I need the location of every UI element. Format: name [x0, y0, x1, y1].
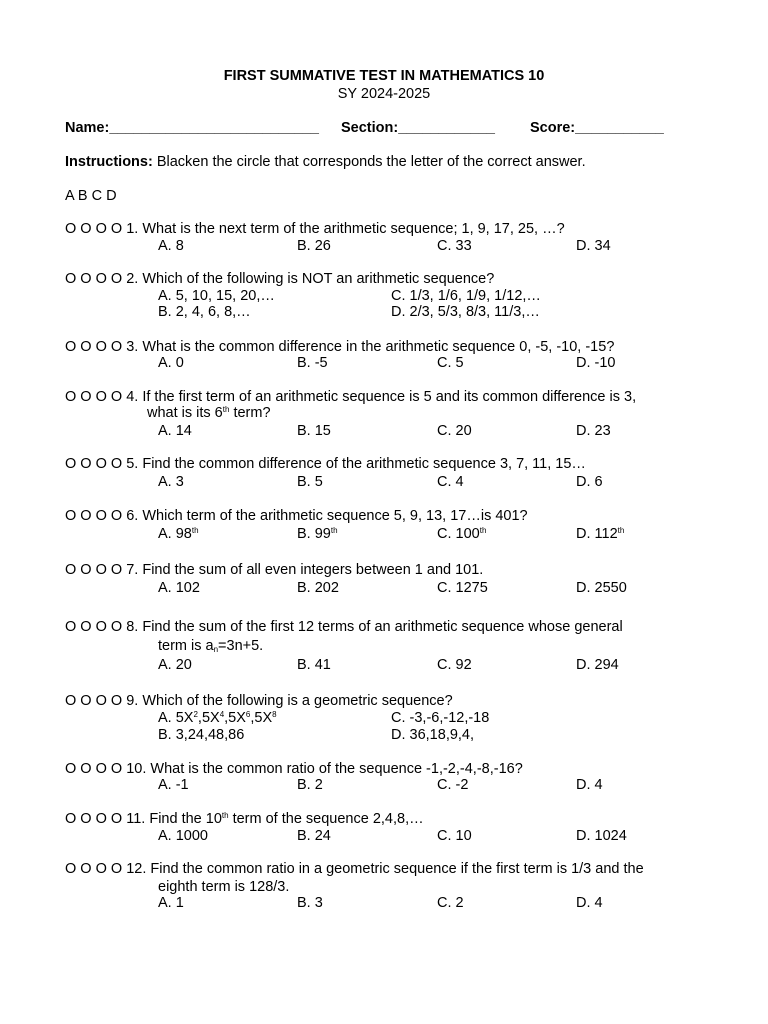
q9-choice-d: D. 36,18,9,4, — [391, 727, 475, 743]
q7-choice-a: A. 102 — [158, 580, 200, 596]
q10-choice-a: A. -1 — [158, 777, 189, 793]
q9-choice-b: B. 3,24,48,86 — [158, 727, 245, 743]
q2-choice-d: D. 2/3, 5/3, 8/3, 11/3,… — [391, 304, 540, 320]
question-7: O O O O 7. Find the sum of all even integers between 1 and 101. — [65, 562, 484, 578]
q7-choice-b: B. 202 — [297, 580, 339, 596]
q6-choice-b: B. 99th — [297, 526, 338, 542]
q9-choice-a: A. $5X^2,5X^4,5X^6,5X^8$ — [158, 710, 277, 726]
q3-choice-c: C. 5 — [437, 355, 464, 371]
q9-choice-c: C. -3,-6,-12,-18 — [391, 710, 490, 726]
question-4-cont: what is its 6th term? — [147, 405, 271, 421]
question-12-cont: eighth term is 128/3. — [158, 879, 290, 895]
school-year: SY 2024-2025 — [337, 86, 431, 102]
question-3: O O O O 3. What is the common difference in the arithmetic sequence 0, -5, -10, -15? — [65, 339, 615, 355]
score-field: Score:___________ — [530, 120, 664, 136]
section-field: Section:____________ — [341, 120, 495, 136]
q2-choice-c: C. 1/3, 1/6, 1/9, 1/12,… — [391, 288, 541, 304]
q8-choice-d: D. 294 — [576, 657, 619, 673]
q1-choice-b: B. 26 — [297, 238, 331, 254]
q6-choice-a: A. 98th — [158, 526, 199, 542]
q11-choice-b: B. 24 — [297, 828, 331, 844]
q3-choice-d: D. -10 — [576, 355, 616, 371]
q2-choice-b: B. 2, 4, 6, 8,… — [158, 304, 251, 320]
q10-choice-d: D. 4 — [576, 777, 603, 793]
q4-choice-a: A. 14 — [158, 423, 192, 439]
question-8: O O O O 8. Find the sum of the first 12 terms of an arithmetic sequence whose general — [65, 619, 623, 635]
instructions-text: Blacken the circle that corresponds the letter of the correct answer. — [152, 154, 586, 170]
q12-choice-d: D. 4 — [576, 895, 603, 911]
name-field: Name:__________________________ — [65, 120, 319, 136]
q12-choice-a: A. 1 — [158, 895, 184, 911]
question-4: O O O O 4. If the first term of an arithmetic sequence is 5 and its common difference is 3, — [65, 389, 637, 405]
question-8-cont: term is $a_n=3n+5$. — [158, 638, 264, 654]
q5-choice-c: C. 4 — [437, 474, 464, 490]
q6-choice-c: C. 100th — [437, 526, 487, 542]
q11-choice-c: C. 10 — [437, 828, 472, 844]
q11-choice-d: D. 1024 — [576, 828, 627, 844]
question-6: O O O O 6. Which term of the arithmetic sequence 5, 9, 13, 17…is 401? — [65, 508, 528, 524]
q2-choice-a: A. 5, 10, 15, 20,… — [158, 288, 275, 304]
q7-choice-d: D. 2550 — [576, 580, 627, 596]
q5-choice-b: B. 5 — [297, 474, 323, 490]
q1-choice-c: C. 33 — [437, 238, 472, 254]
q12-choice-c: C. 2 — [437, 895, 464, 911]
q8-choice-b: B. 41 — [297, 657, 331, 673]
answer-key-header: A B C D — [65, 188, 117, 204]
q5-choice-a: A. 3 — [158, 474, 184, 490]
q8-choice-c: C. 92 — [437, 657, 472, 673]
q3-choice-b: B. -5 — [297, 355, 328, 371]
q7-choice-c: C. 1275 — [437, 580, 488, 596]
question-12: O O O O 12. Find the common ratio in a geometric sequence if the first term is 1/3 and the — [65, 861, 644, 877]
question-2: O O O O 2. Which of the following is NOT an arithmetic sequence? — [65, 271, 495, 287]
question-5: O O O O 5. Find the common difference of the arithmetic sequence 3, 7, 11, 15… — [65, 456, 586, 472]
instructions — [65, 154, 586, 171]
question-11: O O O O 11. Find the 10th term of the sequence 2,4,8,… — [65, 811, 424, 827]
q4-choice-c: C. 20 — [437, 423, 472, 439]
q4-choice-d: D. 23 — [576, 423, 611, 439]
test-title: FIRST SUMMATIVE TEST IN MATHEMATICS 10 — [223, 68, 545, 84]
q5-choice-d: D. 6 — [576, 474, 603, 490]
q4-choice-b: B. 15 — [297, 423, 331, 439]
q10-choice-b: B. 2 — [297, 777, 323, 793]
q1-choice-d: D. 34 — [576, 238, 611, 254]
q3-choice-a: A. 0 — [158, 355, 184, 371]
q11-choice-a: A. 1000 — [158, 828, 208, 844]
question-1: O O O O 1. What is the next term of the arithmetic sequence; 1, 9, 17, 25, …? — [65, 221, 565, 237]
q6-choice-d: D. 112th — [576, 526, 625, 542]
question-9: O O O O 9. Which of the following is a geometric sequence? — [65, 693, 453, 709]
q12-choice-b: B. 3 — [297, 895, 323, 911]
q8-choice-a: A. 20 — [158, 657, 192, 673]
instructions-label: Instructions: — [65, 154, 153, 170]
question-10: O O O O 10. What is the common ratio of the sequence -1,-2,-4,-8,-16? — [65, 761, 523, 777]
q1-choice-a: A. 8 — [158, 238, 184, 254]
q10-choice-c: C. -2 — [437, 777, 469, 793]
